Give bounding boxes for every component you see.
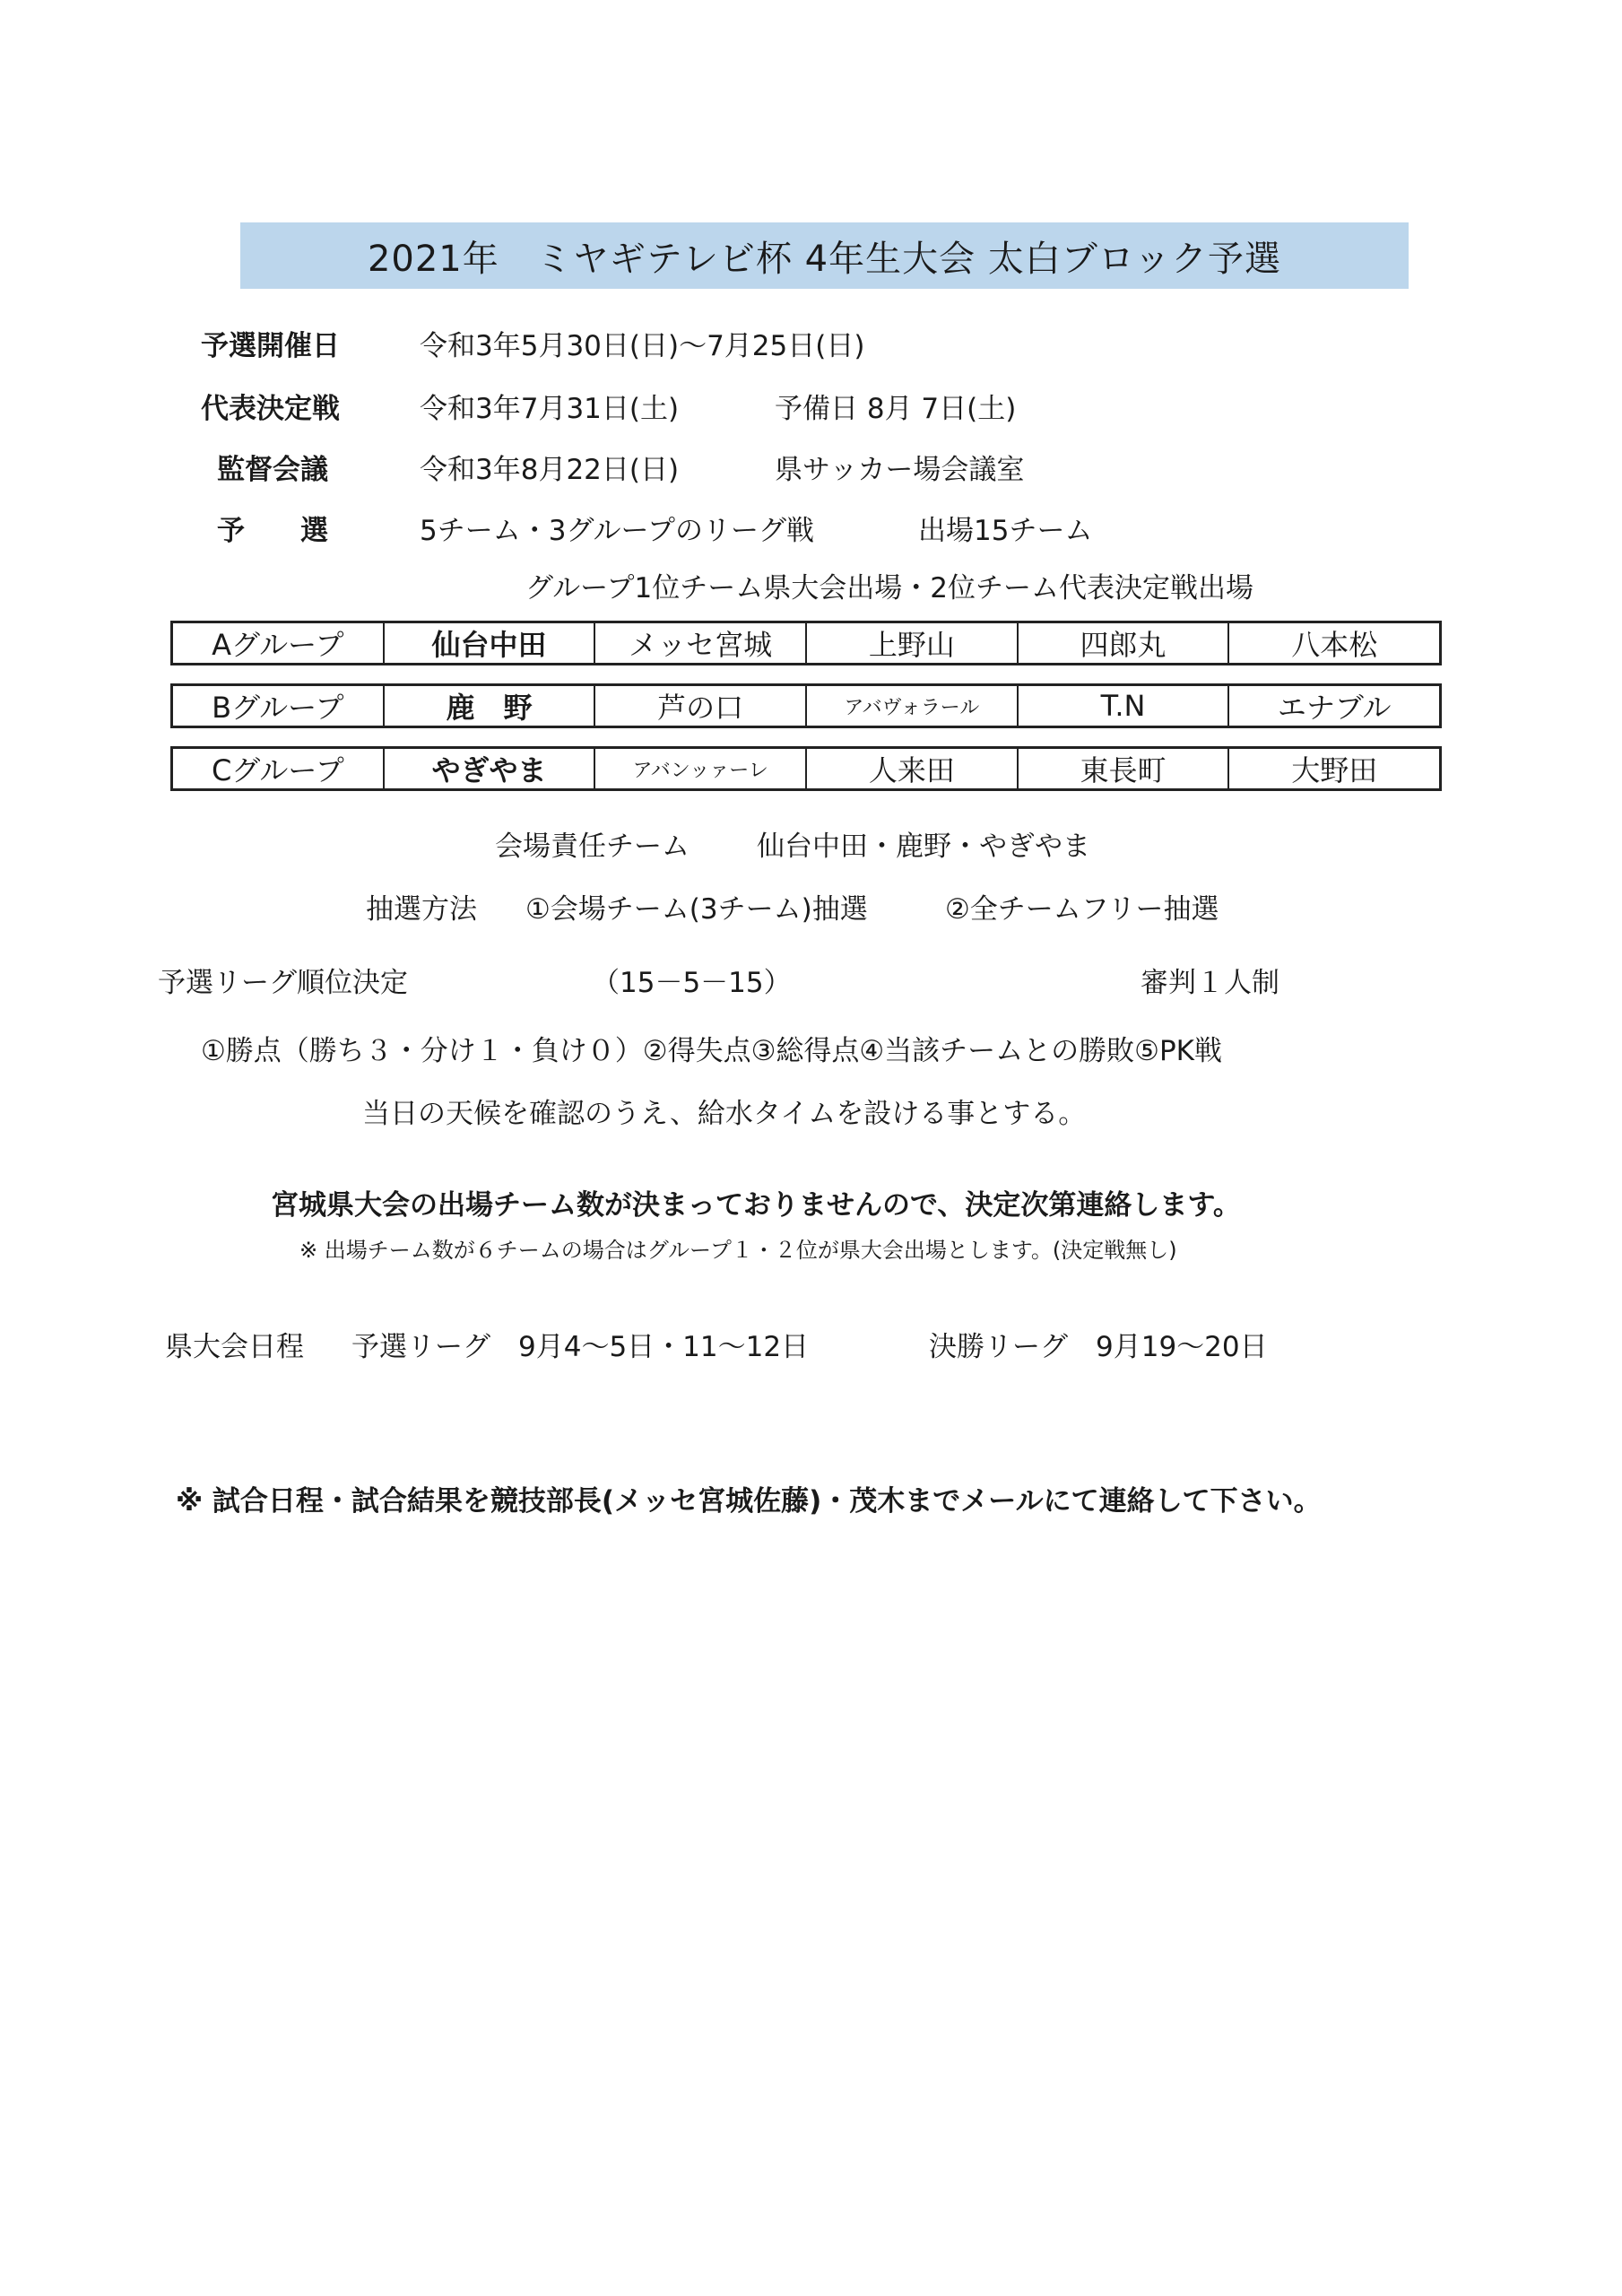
prefectural-subnote: ※ 出場チーム数が６チームの場合はグループ１・２位が県大会出場とします。(決定戦無し): [299, 1238, 1177, 1263]
prefectural-final-schedule: 決勝リーグ 9月19～20日: [929, 1331, 1268, 1363]
format-label: 予 選: [217, 515, 328, 547]
referee-system: 審判１人制: [1141, 967, 1279, 999]
team-cell: 仙台中田: [383, 623, 594, 663]
managers-meeting-value: 令和3年8月22日(日): [420, 454, 680, 486]
team-cell: メッセ宮城: [594, 623, 805, 663]
draw-step2: ②全チームフリー抽選: [945, 893, 1219, 926]
group-name: Cグループ: [211, 753, 344, 787]
team-cell: エナブル: [1227, 686, 1439, 726]
team-cell: アバヴォラール: [805, 686, 1017, 726]
format-advancement-note: グループ1位チーム県大会出場・2位チーム代表決定戦出場: [525, 572, 1253, 604]
team-cell: 上野山: [805, 623, 1017, 663]
team-cell: 大野田: [1227, 749, 1439, 788]
playoff-reserve-date: 予備日 8月 7日(土): [775, 393, 1017, 425]
team-cell: 八本松: [1227, 623, 1439, 663]
group-name: Aグループ: [212, 628, 344, 662]
match-time: （15－5－15）: [592, 967, 792, 999]
qualifying-dates-label: 予選開催日: [201, 330, 340, 362]
team-cell: 芦の口: [594, 686, 805, 726]
venue-label: 会場責任チーム: [495, 831, 690, 863]
draw-label: 抽選方法: [366, 893, 477, 926]
venue-teams: 仙台中田・鹿野・やぎやま: [757, 831, 1090, 863]
group-row-a: [170, 621, 1442, 665]
prefectural-schedule-label: 県大会日程: [165, 1331, 304, 1363]
format-value: 5チーム・3グループのリーグ戦: [420, 515, 814, 547]
managers-meeting-place: 県サッカー場会議室: [775, 454, 1025, 486]
group-row-b: [170, 683, 1442, 728]
contact-note: ※ 試合日程・試合結果を競技部長(メッセ宮城佐藤)・茂木までメールにて連絡して下さい。: [176, 1485, 1322, 1518]
team-cell: 鹿 野: [383, 686, 594, 726]
page-title: 2021年 ミヤギテレビ杯 4年生大会 太白ブロック予選: [240, 222, 1409, 289]
ranking-criteria: ①勝点（勝ち３・分け１・負け０）②得失点③総得点④当該チームとの勝敗⑤PK戦: [201, 1035, 1222, 1067]
draw-step1: ①会場チーム(3チーム)抽選: [525, 893, 868, 926]
team-cell: T.N: [1017, 686, 1228, 726]
format-team-count: 出場15チーム: [918, 515, 1093, 547]
team-cell: やぎやま: [383, 749, 594, 788]
team-cell: 人来田: [805, 749, 1017, 788]
group-row-c: [170, 746, 1442, 791]
team-cell: 東長町: [1017, 749, 1228, 788]
team-cell: アバンッァーレ: [594, 749, 805, 788]
weather-note: 当日の天候を確認のうえ、給水タイムを設ける事とする。: [362, 1098, 1087, 1130]
team-cell: 四郎丸: [1017, 623, 1228, 663]
managers-meeting-label: 監督会議: [217, 454, 328, 486]
playoff-value: 令和3年7月31日(土): [420, 393, 680, 425]
prefectural-prelim-schedule: 予選リーグ 9月4～5日・11～12日: [351, 1331, 810, 1363]
ranking-label: 予選リーグ順位決定: [158, 967, 408, 999]
prefectural-team-count-note: 宮城県大会の出場チーム数が決まっておりませんので、決定次第連絡します。: [271, 1189, 1241, 1222]
group-name: Bグループ: [212, 691, 344, 725]
playoff-label: 代表決定戦: [201, 393, 340, 425]
qualifying-dates-value: 令和3年5月30日(日)～7月25日(日): [420, 330, 865, 362]
